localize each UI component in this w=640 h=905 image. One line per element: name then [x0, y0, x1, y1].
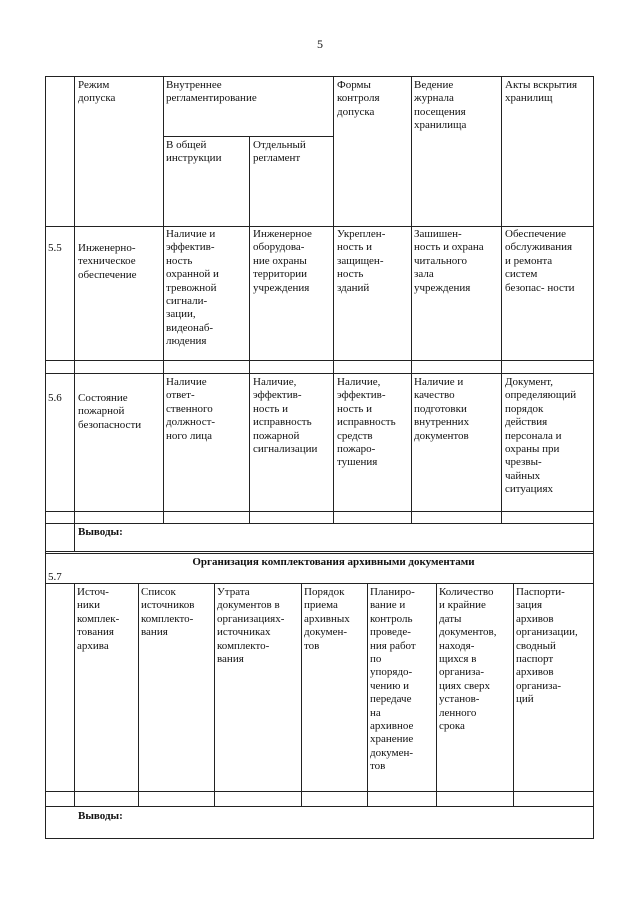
row-5-5-name: Инженерно- техническое обеспечение: [78, 242, 137, 281]
table-rule: [45, 791, 594, 792]
table-rule: [593, 76, 594, 553]
row-5-6-cell: Наличие ответ- ственного должност- ного лица: [166, 376, 216, 442]
table-rule: [301, 583, 302, 806]
header-internal-regulation: Внутреннее регламентирование: [166, 79, 257, 105]
table-rule: [45, 553, 594, 554]
table-rule: [74, 583, 75, 806]
header-control-forms: Формы контроля допуска: [337, 79, 380, 118]
section-5-7-column: Источ- ники комплек- тования архива: [77, 586, 120, 652]
table-rule: [45, 360, 594, 361]
table-rule: [249, 136, 250, 523]
row-number-5-6: 5.6: [48, 392, 62, 404]
header-regime: Режим допуска: [78, 79, 116, 105]
header-separate-regulation: Отдельный регламент: [253, 139, 306, 165]
row-5-6-cell: Наличие и качество подготовки внутренних документов: [414, 376, 470, 442]
section-5-7-column: Утрата документов в организациях- источниках комплекто- вания: [217, 586, 285, 666]
table-rule: [163, 136, 333, 137]
section-5-7-title: Организация комплектования архивными документами: [192, 556, 475, 568]
section-5-7-column: Планиро- вание и контроль проведе- ния работ по упорядо- чению и передаче на архивное хранение докумен- тов: [370, 586, 416, 773]
table-rule: [593, 553, 594, 839]
table-rule: [74, 76, 75, 551]
header-acts: Акты вскрытия хранилищ: [505, 79, 578, 105]
page-number: 5: [317, 37, 323, 51]
table-rule: [45, 76, 46, 553]
conclusions-label: Выводы:: [78, 526, 123, 538]
row-5-6-cell: Документ, определяющий порядок действия персонала и охраны при чрезвы- чайных ситуациях: [505, 376, 577, 496]
section-number-5-7: 5.7: [48, 571, 62, 583]
row-5-5-cell: Укреплен- ность и защищен- ность зданий: [337, 228, 386, 294]
section-5-7-column: Список источников комплекто- вания: [141, 586, 195, 639]
table-rule: [163, 76, 164, 523]
row-5-5-cell: Инженерное оборудова- ние охраны территории учреждения: [253, 228, 312, 294]
table-rule: [367, 583, 368, 806]
table-rule: [45, 806, 594, 807]
table-rule: [214, 583, 215, 806]
row-5-6-cell: Наличие, эффектив- ность и исправность средств пожаро- тушения: [337, 376, 396, 469]
table-rule: [501, 76, 502, 523]
table-rule: [411, 76, 412, 523]
table-rule: [333, 76, 334, 523]
row-5-6-name: Состояние пожарной безопасности: [78, 392, 142, 431]
section-5-7-column: Порядок приема архивных докумен- тов: [304, 586, 350, 652]
table-rule: [45, 523, 594, 524]
section-5-7-column: Количество и крайние даты документов, находя- щихся в организа- циях сверх установ- ленного срока: [439, 586, 497, 733]
table-rule: [138, 583, 139, 806]
row-5-6-cell: Наличие, эффектив- ность и исправность пожарной сигнализации: [253, 376, 318, 456]
header-in-general-instruction: В общей инструкции: [166, 139, 222, 165]
header-journal: Ведение журнала посещения хранилища: [414, 79, 467, 132]
table-rule: [45, 838, 594, 839]
table-rule: [513, 583, 514, 806]
row-5-5-cell: Наличие и эффектив- ность охранной и тревожной сигнали- зации, видеонаб- людения: [166, 228, 219, 348]
table-rule: [45, 583, 594, 584]
table-rule: [45, 551, 594, 552]
table-rule: [436, 583, 437, 806]
table-rule: [45, 226, 594, 227]
section-5-7-column: Паспорти- зация архивов организации, сводный паспорт архивов организа- ций: [516, 586, 578, 706]
audit-form-table: [45, 76, 594, 839]
table-rule: [45, 553, 46, 839]
table-rule: [45, 373, 594, 374]
row-number-5-5: 5.5: [48, 242, 62, 254]
row-5-5-cell: Обеспечение обслуживания и ремонта систем безопас- ности: [505, 228, 575, 294]
table-rule: [45, 76, 594, 77]
row-5-5-cell: Зашишен- ность и охрана читального зала учреждения: [414, 228, 484, 294]
table-rule: [45, 511, 594, 512]
conclusions-label: Выводы:: [78, 810, 123, 822]
